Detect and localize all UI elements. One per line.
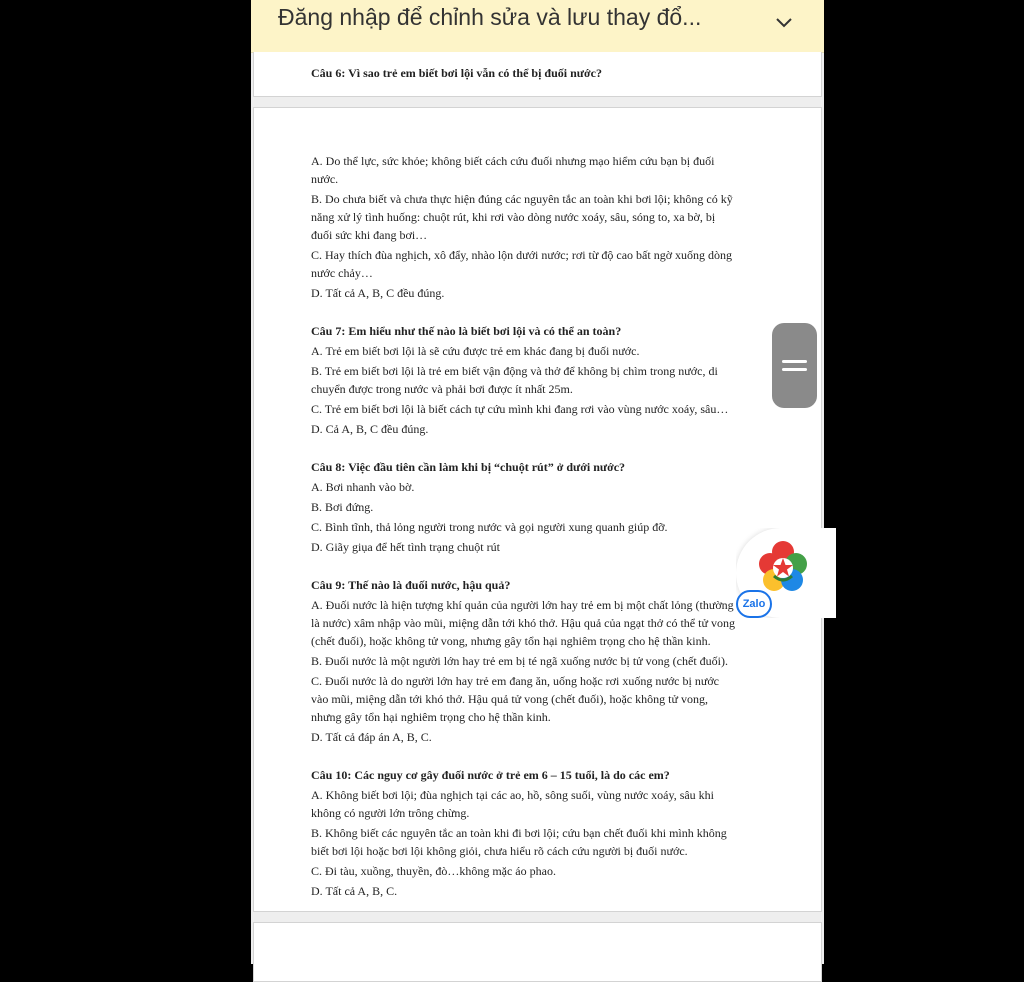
q6-option-b-cont2: đuối sức khi đang bơi… <box>311 228 428 242</box>
login-banner[interactable] <box>251 0 824 53</box>
q6-option-d: D. Tất cả A, B, C đều đúng. <box>311 286 445 300</box>
q8-option-b: B. Bơi đứng. <box>311 500 374 514</box>
q7-option-b-cont: chuyển được trong nước và phải bơi được ít nhất 25m. <box>311 382 573 396</box>
question-8-title: Câu 8: Việc đầu tiên cần làm khi bị “chuột rút” ở dưới nước? <box>311 460 626 474</box>
q10-option-b-cont: biết bơi lội hoặc bơi lội không giỏi, chưa hiểu rõ cách cứu người bị đuối nước. <box>311 844 688 858</box>
q6-option-b-cont: năng xử lý tình huống: chuột rút, khi rơi vào dòng nước xoáy, sâu, sóng to, xa bờ, bị <box>311 210 716 224</box>
q8-option-c: C. Bình tĩnh, thả lỏng người trong nước và gọi người xung quanh giúp đỡ. <box>311 520 668 534</box>
chevron-down-icon[interactable] <box>774 12 794 32</box>
q10-option-d: D. Tất cả A, B, C. <box>311 884 398 898</box>
page-3 <box>253 922 822 982</box>
q7-option-c: C. Trẻ em biết bơi lội là biết cách tự cứu mình khi đang rơi vào vùng nước xoáy, sâu… <box>311 402 729 416</box>
q9-option-a: A. Đuối nước là hiện tượng khí quản của người lớn hay trẻ em bị một chất lỏng (thường <box>311 598 734 612</box>
document-viewer[interactable] <box>251 0 824 964</box>
page-2 <box>253 107 822 912</box>
drag-handle-icon[interactable] <box>772 323 817 408</box>
q7-option-a: A. Trẻ em biết bơi lội là sẽ cứu được trẻ em khác đang bị đuối nước. <box>311 344 640 358</box>
question-6-title: Câu 6: Vì sao trẻ em biết bơi lội vẫn có thể bị đuối nước? <box>311 66 602 80</box>
q9-option-d: D. Tất cả đáp án A, B, C. <box>311 730 432 744</box>
question-10-title: Câu 10: Các nguy cơ gây đuối nước ở trẻ em 6 – 15 tuổi, là do các em? <box>311 768 670 782</box>
q6-option-a-cont: nước. <box>311 172 339 186</box>
q8-option-a: A. Bơi nhanh vào bờ. <box>311 480 415 494</box>
q10-option-b: B. Không biết các nguyên tắc an toàn khi đi bơi lội; cứu bạn chết đuối khi mình không <box>311 826 727 840</box>
zalo-button[interactable]: Zalo <box>736 590 772 618</box>
youth-union-logo-icon <box>754 538 812 596</box>
q6-option-b: B. Do chưa biết và chưa thực hiện đúng các nguyên tắc an toàn khi bơi lội; không có kỹ <box>311 192 733 206</box>
q8-option-d: D. Giãy giụa để hết tình trạng chuột rút <box>311 540 500 554</box>
question-7-title: Câu 7: Em hiểu như thế nào là biết bơi lội và có thể an toàn? <box>311 324 622 338</box>
page-1 <box>253 52 822 97</box>
q7-option-d: D. Cả A, B, C đều đúng. <box>311 422 429 436</box>
q9-option-c: C. Đuối nước là do người lớn hay trẻ em đang ăn, uống hoặc rơi xuống nước bị nước <box>311 674 720 688</box>
q6-option-a: A. Do thể lực, sức khỏe; không biết cách cứu đuối nhưng mạo hiểm cứu bạn bị đuối <box>311 154 715 168</box>
q10-option-a-cont: không có người lớn trông chừng. <box>311 806 470 820</box>
q9-option-c-cont2: nhưng gây tổn hại nghiêm trọng cho hệ thần kinh. <box>311 710 551 724</box>
q6-option-c-cont: nước chảy… <box>311 266 373 280</box>
q9-option-a-cont: là nước) xâm nhập vào mũi, miệng dẫn tới khó thở. Hậu quả của ngạt thở có thể tử vong <box>311 616 735 630</box>
question-9-title: Câu 9: Thế nào là đuối nước, hậu quả? <box>311 578 511 592</box>
q7-option-b: B. Trẻ em biết bơi lội là trẻ em biết vận động và thở để không bị chìm trong nước, di <box>311 364 718 378</box>
floating-widget[interactable] <box>736 528 856 618</box>
banner-title: Đăng nhập để chỉnh sửa và lưu thay đổ... <box>278 4 702 30</box>
floating-bubble[interactable] <box>736 528 836 618</box>
q10-option-c: C. Đi tàu, xuồng, thuyền, đò…không mặc áo phao. <box>311 864 556 878</box>
q9-option-c-cont: vào mũi, miệng dẫn tới khó thở. Hậu quả tử vong (chết đuối), hoặc không tử vong, <box>311 692 708 706</box>
q9-option-a-cont2: (chết đuối), hoặc không tử vong, nhưng gây tổn hại nghiêm trọng cho hệ thần kinh. <box>311 634 711 648</box>
q10-option-a: A. Không biết bơi lội; đùa nghịch tại các ao, hồ, sông suối, vùng nước xoáy, sâu khi <box>311 788 715 802</box>
q9-option-b: B. Đuối nước là một người lớn hay trẻ em bị té ngã xuống nước bị tử vong (chết đuối). <box>311 654 728 668</box>
q6-option-c: C. Hay thích đùa nghịch, xô đẩy, nhào lộn dưới nước; rơi từ độ cao bất ngờ xuống dòng <box>311 248 733 262</box>
